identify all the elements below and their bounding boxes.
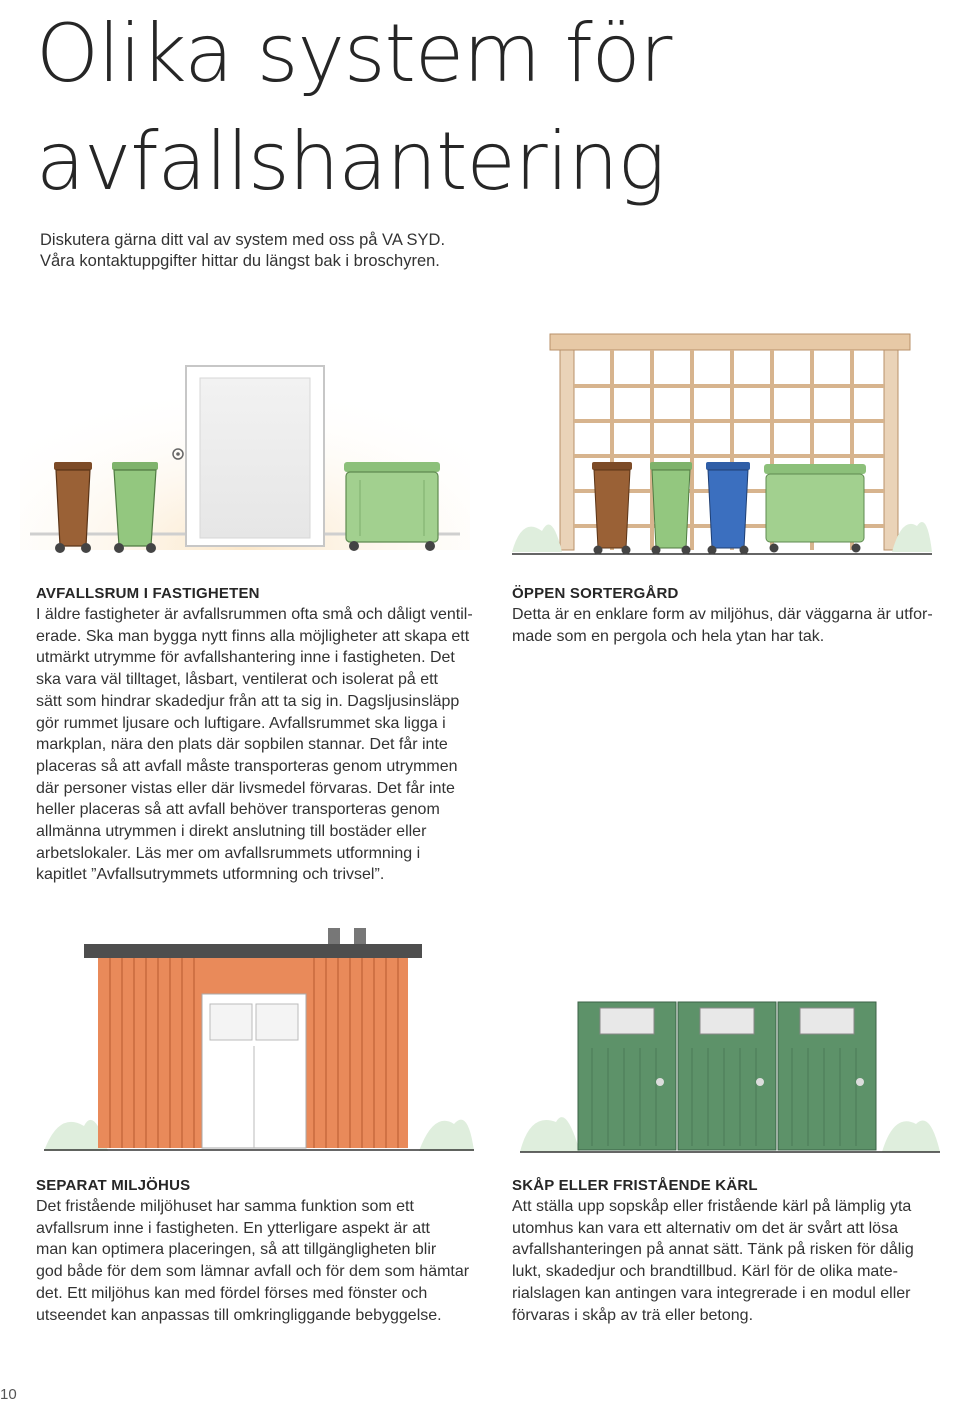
text-line: utseendet kan anpassas till omkringliggande bebyggelse. bbox=[36, 1306, 442, 1324]
text-line: allmänna utrymmen i direkt anslutning till bostäder eller bbox=[36, 823, 427, 841]
section-heading: AVFALLSRUM I FASTIGHETEN bbox=[36, 585, 260, 602]
text-line: placeras så att avfall måste transporteras genom utrymmen bbox=[36, 757, 458, 775]
text-line: arbetslokaler. Läs mer om avfallsrummets utformning i bbox=[36, 844, 421, 862]
section-separate-waste-house bbox=[36, 1176, 469, 1326]
text-line: I äldre fastigheter är avfallsrummen ofta små och dåligt ventil- bbox=[36, 606, 473, 623]
text-line: Detta är en enklare form av miljöhus, där väggarna är utfor- bbox=[512, 606, 933, 623]
text-line: lukt, skadedjur och brandtillbud. Kärl för de olika mate- bbox=[512, 1263, 898, 1281]
page-title bbox=[36, 0, 936, 216]
text-line: utmärkt utrymme för avfallshantering inne i fastigheten. Det bbox=[36, 649, 455, 667]
intro-text bbox=[40, 230, 560, 272]
cabinet-1-icon bbox=[578, 1002, 676, 1150]
text-line: sätt som hindrar skadedjur från att ta sig in. Dagsljusinsläpp bbox=[36, 692, 460, 710]
section-heading: ÖPPEN SORTERGÅRD bbox=[512, 585, 679, 602]
text-line: utomhus kan vara ett alternativ om det är svårt att lösa bbox=[512, 1219, 898, 1237]
text-line: där personer vistas eller där livsmedel förvaras. Det får inte bbox=[36, 779, 455, 797]
text-line: avfallsrum inne i fastigheten. En ytterligare aspekt är att bbox=[36, 1219, 430, 1237]
green-container-icon bbox=[764, 464, 866, 553]
text-line: rialslagen kan antingen vara integrerade i en modul eller bbox=[512, 1284, 911, 1302]
text-line: kapitlet ”Avfallsutrymmets utformning och trivsel”. bbox=[36, 866, 385, 884]
text-line: erade. Ska man bygga nytt finns alla möjligheter att skapa ett bbox=[36, 627, 470, 645]
green-bin-icon bbox=[112, 462, 158, 553]
text-line: markplan, nära den plats där sopbilen stannar. Det får inte bbox=[36, 736, 448, 754]
section-body bbox=[36, 604, 473, 886]
text-line: Det fristående miljöhuset har samma funktion som ett bbox=[36, 1198, 414, 1215]
cabinet-2-icon bbox=[678, 1002, 776, 1150]
text-line: Att ställa upp sopskåp eller fristående kärl på lämplig yta bbox=[512, 1198, 912, 1215]
text-line: förvaras i skåp av trä eller betong. bbox=[512, 1306, 754, 1324]
cabinet-3-icon bbox=[778, 1002, 876, 1150]
brown-bin-icon bbox=[54, 462, 92, 553]
text-line: god både för dem som lämnar avfall och för dem som hämtar bbox=[36, 1263, 470, 1281]
section-open-sorting-yard bbox=[512, 584, 933, 647]
text-line: det. Ett miljöhus kan med fördel förses med fönster och bbox=[36, 1284, 428, 1302]
title-line-1: Olika system för bbox=[36, 7, 672, 100]
page-number: 10 bbox=[0, 1386, 17, 1403]
waste-cabinets-illustration bbox=[520, 992, 940, 1156]
section-cabinets-or-bins bbox=[512, 1176, 914, 1326]
green-container-icon bbox=[344, 462, 440, 551]
section-waste-room bbox=[36, 584, 473, 886]
section-body bbox=[512, 1196, 914, 1326]
intro-line-2: Våra kontaktuppgifter hittar du längst bak i broschyren. bbox=[40, 252, 440, 270]
text-line: avfallshanteringen på annat sätt. Tänk på risken för dålig bbox=[512, 1241, 914, 1259]
section-heading: SEPARAT MILJÖHUS bbox=[36, 1177, 191, 1194]
waste-house-illustration bbox=[44, 926, 474, 1156]
intro-line-1: Diskutera gärna ditt val av system med oss på VA SYD. bbox=[40, 231, 446, 249]
blue-bin-icon bbox=[706, 462, 750, 555]
green-bin-icon bbox=[650, 462, 692, 555]
text-line: made som en pergola och hela ytan har tak. bbox=[512, 627, 825, 645]
waste-room-illustration bbox=[20, 310, 470, 560]
pergola-illustration bbox=[512, 326, 932, 560]
brown-bin-icon bbox=[592, 462, 632, 555]
section-body bbox=[36, 1196, 469, 1326]
section-heading: SKÅP ELLER FRISTÅENDE KÄRL bbox=[512, 1177, 758, 1194]
title-line-2: avfallshantering bbox=[36, 115, 665, 208]
text-line: man kan optimera placeringen, så att tillgängligheten blir bbox=[36, 1241, 437, 1259]
text-line: gör rummet ljusare och luftigare. Avfallsrummet ska ligga i bbox=[36, 714, 446, 732]
text-line: heller placeras så att avfall behöver transporteras genom bbox=[36, 801, 440, 819]
section-body bbox=[512, 604, 933, 647]
text-line: ska vara väl tilltaget, låsbart, ventilerat och isolerat på ett bbox=[36, 671, 438, 689]
